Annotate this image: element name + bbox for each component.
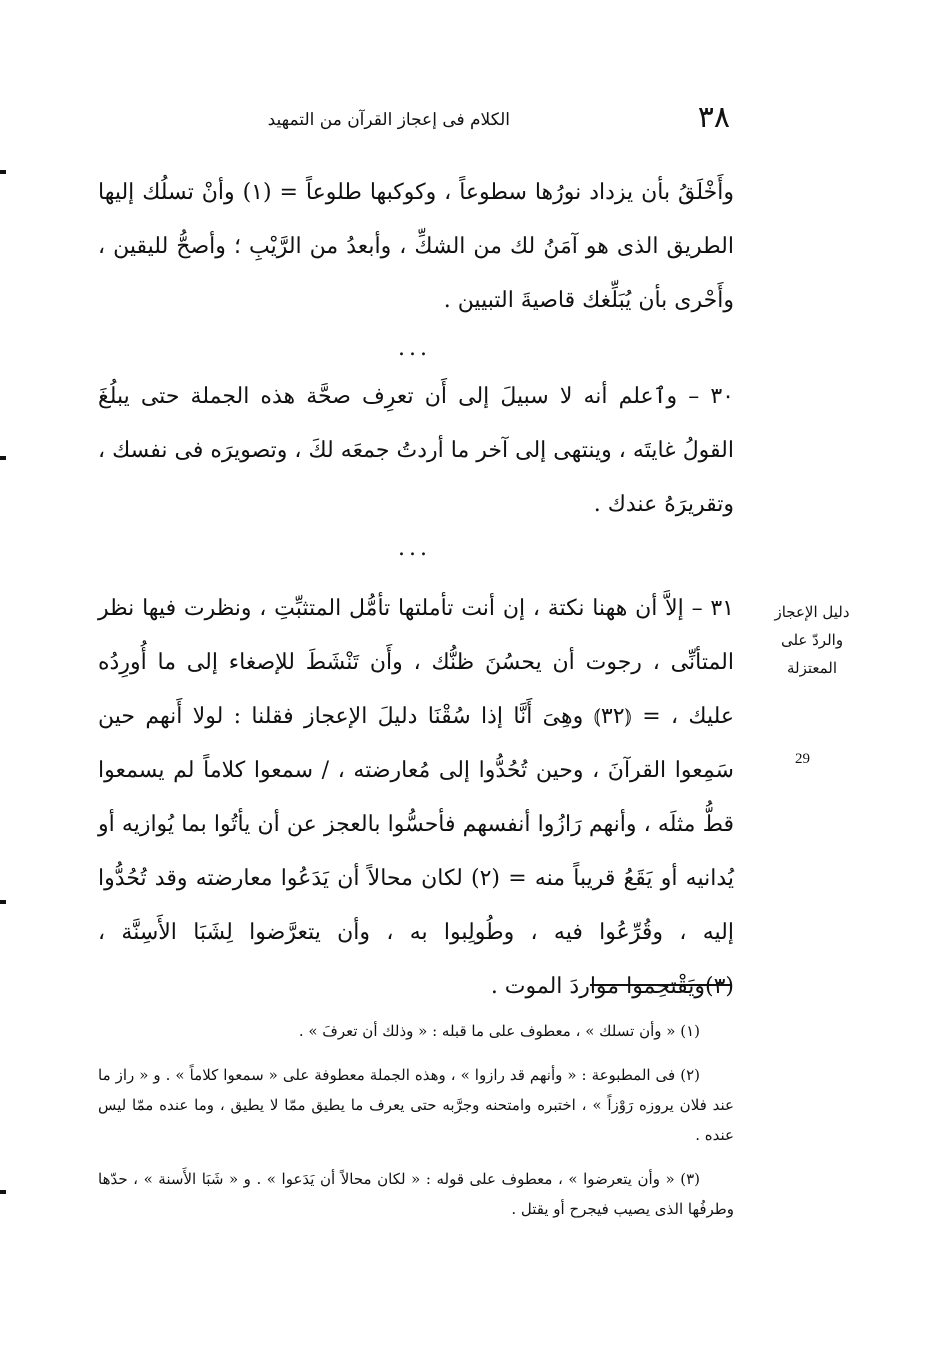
page-number: ٣٨ xyxy=(697,100,730,135)
margin-note xyxy=(757,598,867,682)
paragraph-30: ٣٠ – وٱعلم أنه لا سبيلَ إلى أَن تعرِف صحَّة هذه الجملة حتى يبلُغَ القولُ غايتَه ، وينتهى إلى آخر ما أردتُ جمعَه لكَ ، وتصويرَه فى نفسك ، وتقريرَهُ عندك . xyxy=(98,384,734,517)
footnote-2: (٢) فى المطبوعة : « وأنهم قد رازوا » ، وهذه الجملة معطوفة على « سمعوا كلاماً » . و « راز ما عند فلان يروزه رَوْزاً » ، اختبره وامتحنه وجرَّبه حتى يعرف ما يطيق ممّا لا يطيق ، وما عنده ممّا ليس عنده . xyxy=(98,1066,734,1144)
section-ornament-1: ... xyxy=(398,336,431,361)
footnote-3: (٣) « وأن يتعرضوا » ، معطوف على قوله : « لكان محالاً أن يَدَعوا » . و « شَبَا الأَسنة » ، حدّها وطرفُها الذى يصيب فيجرح أو يقتل . xyxy=(98,1170,734,1218)
paragraph-1: وأَخْلَقُ بأن يزداد نورُها سطوعاً ، وكوكبها طلوعاً = (١) وأنْ تسلُك إليها الطريق الذى هو آمَنُ لك من الشكِّ ، وأبعدُ من الرَّيْبِ ؛ وأصحُّ لليقين ، وأَحْرى بأن يُبَلِّغك قاصيةَ التبيين . xyxy=(98,180,734,313)
scan-edge-mark xyxy=(0,1190,6,1194)
section-ornament-2: ... xyxy=(398,536,431,561)
margin-page-reference: 29 xyxy=(795,751,810,767)
margin-note-line-2: والردّ على المعتزلة xyxy=(780,631,844,677)
scan-edge-mark xyxy=(0,456,6,460)
footnote-1: (١) « وأن تسلك » ، معطوف على ما قبله : « وذلك أن تعرفَ » . xyxy=(298,1022,700,1040)
margin-note-line-1: دليل الإعجاز xyxy=(774,603,850,621)
scan-edge-mark xyxy=(0,900,6,904)
footnotes xyxy=(98,1016,734,1238)
running-title: الكلام فى إعجاز القرآن من التمهيد xyxy=(267,110,510,130)
footnote-separator xyxy=(590,984,730,986)
paragraph-31: ٣١ – إلاَّ أن ههنا نكتة ، إن أنت تأملتها تأمُّل المتثبِّتِ ، ونظرت فيها نظر المتأنِّى ، رجوت أن يحسُنَ ظنُّك ، وأَن تَنْشَطَ للإصغاء إلى ما أُورِدُه عليك ، = ⦅٣٢⦆ وهِىَ أَنَّا إذا سُقْنَا دليلَ الإعجاز فقلنا : لولا أَنهم حين سَمِعوا القرآنَ ، وحين تُحُدُّوا إلى مُعارضته ، / سمعوا كلاماً لم يسمعوا قطُّ مثلَه ، وأنهم رَازُوا أنفسهم فأحسُّوا بالعجز عن أن يأتُوا بما يُوازيه أو يُدانيه أو يَقَعُ قريباً منه = (٢) لكان محالاً أن يَدَعُوا معارضته وقد تُحُدُّوا إليه ، وقُرِّعُوا فيه ، وطُولِبوا به ، وأن يتعرَّضوا لِشَبَا الأَسِنَّة ، (٣)ويَقْتحِموا مواردَ الموت . xyxy=(98,596,734,999)
page-header xyxy=(98,100,730,140)
scan-edge-mark xyxy=(0,170,6,174)
